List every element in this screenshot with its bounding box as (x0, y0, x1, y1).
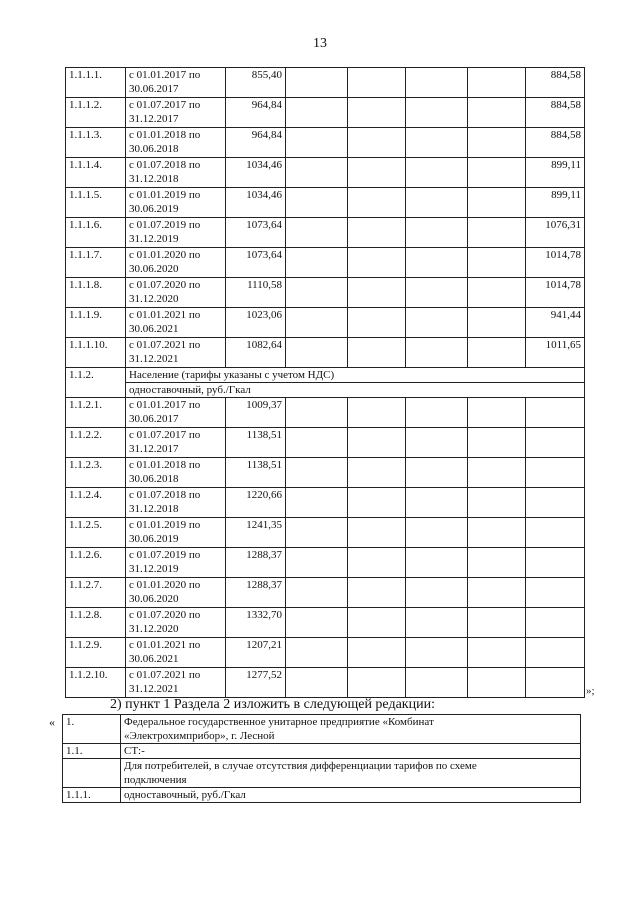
tariff-value: 964,84 (226, 128, 286, 158)
empty-cell (286, 578, 348, 608)
empty-cell (406, 608, 468, 638)
period-cell: с 01.01.2019 по 30.06.2019 (126, 188, 226, 218)
row-number: 1.1.2. (66, 368, 126, 398)
empty-cell (468, 518, 526, 548)
row-number: 1.1.1.5. (66, 188, 126, 218)
tariff-value-last: 1014,78 (526, 278, 585, 308)
row-number: 1.1.2.3. (66, 458, 126, 488)
empty-cell (468, 488, 526, 518)
tariff-value: 1073,64 (226, 218, 286, 248)
tariff-value: 1034,46 (226, 158, 286, 188)
tariff-value: 964,84 (226, 98, 286, 128)
empty-cell (526, 548, 585, 578)
table-row (66, 158, 585, 188)
empty-cell (406, 578, 468, 608)
empty-cell (286, 338, 348, 368)
empty-cell (286, 98, 348, 128)
empty-cell (286, 278, 348, 308)
empty-cell (468, 638, 526, 668)
empty-cell (526, 488, 585, 518)
tariff-value: 1110,58 (226, 278, 286, 308)
tariff-value: 1009,37 (226, 398, 286, 428)
row-number: 1.1.1.2. (66, 98, 126, 128)
empty-cell (348, 428, 406, 458)
empty-cell (286, 668, 348, 698)
tariff-value: 1288,37 (226, 578, 286, 608)
section-title: Население (тарифы указаны с учетом НДС) (126, 368, 585, 383)
tariff-value-last: 884,58 (526, 128, 585, 158)
table-row (66, 548, 585, 578)
empty-cell (468, 98, 526, 128)
period-cell: с 01.01.2017 по 30.06.2017 (126, 398, 226, 428)
empty-cell (406, 428, 468, 458)
empty-cell (286, 488, 348, 518)
table-row (66, 218, 585, 248)
empty-cell (406, 278, 468, 308)
period-cell: с 01.07.2021 по 31.12.2021 (126, 668, 226, 698)
empty-cell (348, 278, 406, 308)
row-number: 1.1.2.2. (66, 428, 126, 458)
empty-cell (468, 608, 526, 638)
empty-cell (406, 548, 468, 578)
empty-cell (286, 458, 348, 488)
tariff-value-last: 899,11 (526, 188, 585, 218)
table-row (66, 308, 585, 338)
period-cell: с 01.07.2017 по 31.12.2017 (126, 428, 226, 458)
empty-cell (468, 428, 526, 458)
period-cell: с 01.01.2018 по 30.06.2018 (126, 128, 226, 158)
period-cell: с 01.07.2020 по 31.12.2020 (126, 608, 226, 638)
amendment-heading: 2) пункт 1 Раздела 2 изложить в следующей редакции: (110, 697, 435, 712)
period-cell: с 01.07.2018 по 31.12.2018 (126, 488, 226, 518)
row-number: 1.1. (63, 744, 121, 759)
empty-cell (286, 248, 348, 278)
period-cell: с 01.01.2020 по 30.06.2020 (126, 578, 226, 608)
period-cell: с 01.01.2021 по 30.06.2021 (126, 638, 226, 668)
empty-cell (406, 158, 468, 188)
empty-cell (348, 398, 406, 428)
table-row (66, 338, 585, 368)
empty-cell (406, 188, 468, 218)
tariff-value: 1023,06 (226, 308, 286, 338)
empty-cell (526, 578, 585, 608)
empty-cell (468, 128, 526, 158)
tariff-value-last: 884,58 (526, 68, 585, 98)
table-row (66, 278, 585, 308)
empty-cell (468, 308, 526, 338)
period-cell: с 01.07.2021 по 31.12.2021 (126, 338, 226, 368)
row-number: 1.1.1.3. (66, 128, 126, 158)
section-row (66, 368, 585, 383)
empty-cell (286, 518, 348, 548)
table-row (66, 578, 585, 608)
empty-cell (468, 248, 526, 278)
empty-cell (468, 158, 526, 188)
table-row (66, 188, 585, 218)
empty-cell (286, 218, 348, 248)
empty-cell (468, 278, 526, 308)
row-number: 1.1.2.9. (66, 638, 126, 668)
org-name: Федеральное государственное унитарное предприятие «Комбинат «Электрохимприбор», г. Лесной (121, 715, 581, 744)
closing-quote: »; (586, 685, 595, 697)
row-number: 1.1.1.10. (66, 338, 126, 368)
section2-table (62, 714, 581, 803)
empty-cell (286, 638, 348, 668)
empty-cell (286, 398, 348, 428)
empty-cell (286, 128, 348, 158)
row-number: 1.1.1.4. (66, 158, 126, 188)
empty-cell (286, 548, 348, 578)
empty-cell (468, 338, 526, 368)
row-number: 1.1.2.4. (66, 488, 126, 518)
empty-cell (348, 248, 406, 278)
tariff-value-last: 1011,65 (526, 338, 585, 368)
tariff-value: 1277,52 (226, 668, 286, 698)
empty-cell (468, 548, 526, 578)
section-row (66, 383, 585, 398)
empty-cell (348, 128, 406, 158)
empty-cell (348, 518, 406, 548)
tariff-value-last: 1014,78 (526, 248, 585, 278)
tariff-table (65, 67, 585, 698)
empty-cell (348, 158, 406, 188)
table-row (63, 744, 581, 759)
empty-cell (286, 308, 348, 338)
empty-cell (348, 548, 406, 578)
period-cell: с 01.07.2019 по 31.12.2019 (126, 218, 226, 248)
empty-cell (406, 668, 468, 698)
empty-cell (348, 638, 406, 668)
empty-cell (348, 68, 406, 98)
empty-cell (526, 638, 585, 668)
row-text: СТ:- (121, 744, 581, 759)
empty-cell (348, 98, 406, 128)
tariff-value-last: 941,44 (526, 308, 585, 338)
empty-cell (468, 668, 526, 698)
row-number: 1.1.1.6. (66, 218, 126, 248)
period-cell: с 01.07.2020 по 31.12.2020 (126, 278, 226, 308)
empty-cell (348, 338, 406, 368)
row-number (63, 759, 121, 788)
table-row (66, 398, 585, 428)
row-text: одноставочный, руб./Гкал (121, 788, 581, 803)
table-row (66, 128, 585, 158)
tariff-value: 1241,35 (226, 518, 286, 548)
tariff-value: 1138,51 (226, 428, 286, 458)
table-row (66, 458, 585, 488)
tariff-value: 1034,46 (226, 188, 286, 218)
empty-cell (348, 488, 406, 518)
empty-cell (406, 68, 468, 98)
period-cell: с 01.01.2017 по 30.06.2017 (126, 68, 226, 98)
table-row (66, 68, 585, 98)
table-row (66, 638, 585, 668)
empty-cell (468, 68, 526, 98)
tariff-value: 1138,51 (226, 458, 286, 488)
empty-cell (468, 458, 526, 488)
empty-cell (526, 458, 585, 488)
empty-cell (286, 68, 348, 98)
table-row (66, 98, 585, 128)
row-number: 1.1.2.8. (66, 608, 126, 638)
empty-cell (406, 518, 468, 548)
table-row (63, 759, 581, 788)
row-number: 1.1.1.1. (66, 68, 126, 98)
empty-cell (406, 638, 468, 668)
empty-cell (526, 668, 585, 698)
empty-cell (468, 218, 526, 248)
empty-cell (286, 608, 348, 638)
empty-cell (348, 218, 406, 248)
empty-cell (406, 398, 468, 428)
table-row (66, 668, 585, 698)
tariff-value-last: 899,11 (526, 158, 585, 188)
period-cell: с 01.07.2017 по 31.12.2017 (126, 98, 226, 128)
period-cell: с 01.01.2018 по 30.06.2018 (126, 458, 226, 488)
empty-cell (406, 338, 468, 368)
table-row (63, 715, 581, 744)
row-number: 1.1.2.1. (66, 398, 126, 428)
empty-cell (468, 188, 526, 218)
tariff-value: 855,40 (226, 68, 286, 98)
tariff-value-last: 1076,31 (526, 218, 585, 248)
empty-cell (286, 188, 348, 218)
empty-cell (348, 608, 406, 638)
empty-cell (286, 158, 348, 188)
tariff-value: 1288,37 (226, 548, 286, 578)
tariff-value: 1073,64 (226, 248, 286, 278)
empty-cell (526, 428, 585, 458)
empty-cell (406, 98, 468, 128)
empty-cell (348, 188, 406, 218)
empty-cell (468, 578, 526, 608)
empty-cell (348, 308, 406, 338)
empty-cell (406, 458, 468, 488)
period-cell: с 01.01.2020 по 30.06.2020 (126, 248, 226, 278)
section-unit: одноставочный, руб./Гкал (126, 383, 585, 398)
row-number: 1.1.2.10. (66, 668, 126, 698)
row-number: 1.1.1.7. (66, 248, 126, 278)
table-row (66, 488, 585, 518)
empty-cell (286, 428, 348, 458)
empty-cell (526, 518, 585, 548)
row-number: 1.1.2.5. (66, 518, 126, 548)
empty-cell (406, 248, 468, 278)
row-number: 1.1.1.8. (66, 278, 126, 308)
tariff-value: 1082,64 (226, 338, 286, 368)
empty-cell (526, 608, 585, 638)
tariff-value: 1332,70 (226, 608, 286, 638)
empty-cell (348, 578, 406, 608)
empty-cell (406, 128, 468, 158)
table-row (66, 518, 585, 548)
table-row (66, 608, 585, 638)
tariff-value-last: 884,58 (526, 98, 585, 128)
period-cell: с 01.01.2021 по 30.06.2021 (126, 308, 226, 338)
empty-cell (406, 218, 468, 248)
table-row (66, 428, 585, 458)
tariff-value: 1220,66 (226, 488, 286, 518)
row-number: 1.1.1.9. (66, 308, 126, 338)
row-number: 1. (63, 715, 121, 744)
table-row (66, 248, 585, 278)
empty-cell (468, 398, 526, 428)
page-number: 13 (313, 36, 327, 51)
empty-cell (348, 458, 406, 488)
empty-cell (348, 668, 406, 698)
table-row (63, 788, 581, 803)
period-cell: с 01.07.2018 по 31.12.2018 (126, 158, 226, 188)
tariff-value: 1207,21 (226, 638, 286, 668)
opening-quote: « (49, 715, 55, 729)
period-cell: с 01.07.2019 по 31.12.2019 (126, 548, 226, 578)
empty-cell (526, 398, 585, 428)
row-number: 1.1.1. (63, 788, 121, 803)
empty-cell (406, 308, 468, 338)
row-text: Для потребителей, в случае отсутствия дифференциации тарифов по схеме подключения (121, 759, 581, 788)
period-cell: с 01.01.2019 по 30.06.2019 (126, 518, 226, 548)
empty-cell (406, 488, 468, 518)
row-number: 1.1.2.7. (66, 578, 126, 608)
row-number: 1.1.2.6. (66, 548, 126, 578)
